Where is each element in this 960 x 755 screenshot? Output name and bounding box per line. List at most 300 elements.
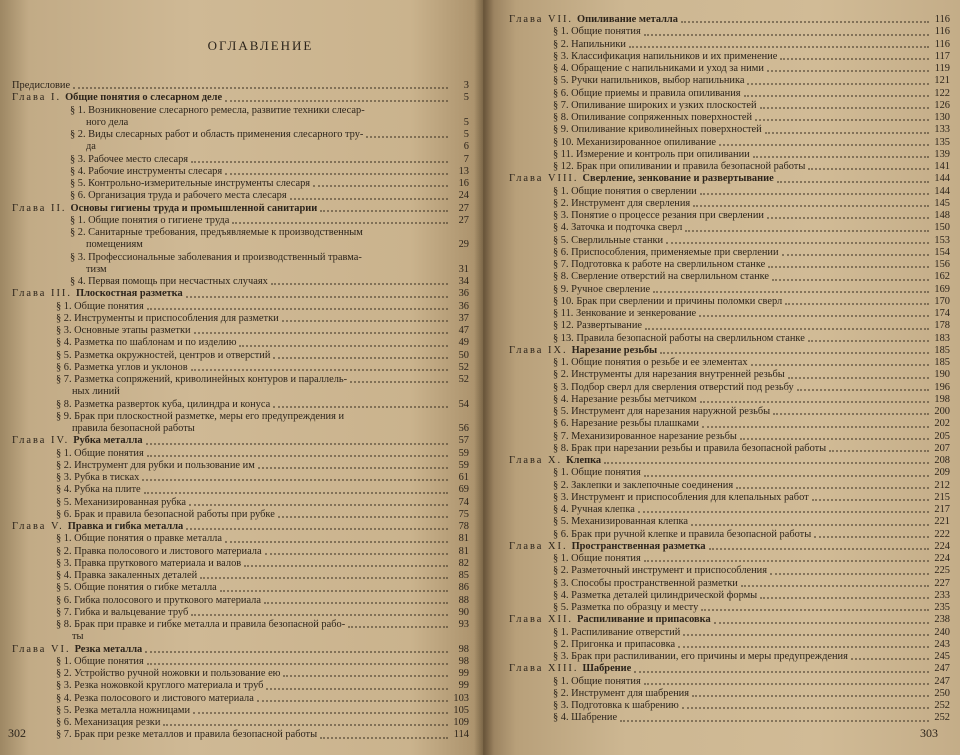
toc-entry — [12, 80, 469, 92]
toc-entry — [12, 411, 469, 423]
toc-entry — [12, 141, 469, 153]
entry-title: § 8. Сверление отверстий на сверлильном станке — [553, 271, 770, 283]
entry-title: ных линий — [72, 386, 120, 398]
entry-page-number: 56 — [458, 423, 469, 434]
dot-leader — [604, 462, 929, 464]
entry-title: § 1. Общие понятия — [56, 447, 144, 459]
entry-page-number: 224 — [934, 540, 950, 552]
toc-chapter — [509, 541, 950, 553]
dot-leader — [765, 132, 929, 134]
entry-page-number: 90 — [458, 606, 469, 618]
right-page — [483, 0, 960, 755]
dot-leader — [220, 590, 448, 592]
toc-entry — [509, 504, 950, 516]
dot-leader — [191, 369, 448, 371]
entry-page-number: 150 — [934, 222, 950, 234]
dot-leader — [682, 707, 929, 709]
entry-title: § 11. Измерение и контроль при опиливании — [553, 148, 750, 160]
entry-page-number: 185 — [934, 357, 950, 368]
dot-leader — [258, 467, 448, 469]
entry-page-number: 162 — [934, 271, 950, 283]
toc-entry — [12, 497, 469, 509]
chapter-title: Основы гигиены труда и промышленной санитарии — [70, 202, 318, 214]
toc-entry — [12, 227, 469, 239]
toc-entry — [12, 350, 469, 362]
entry-title: § 7. Брак при резке металлов и правила безопасной работы — [56, 729, 318, 741]
entry-page-number: 59 — [458, 459, 469, 471]
dot-leader — [681, 21, 929, 23]
entry-title: § 7. Подготовка к работе на сверлильном станке — [553, 259, 766, 270]
entry-title: § 4. Разметка деталей цилиндрической формы — [553, 589, 758, 601]
entry-title: § 5. Механизированная клепка — [553, 516, 689, 528]
toc-entry — [12, 264, 469, 276]
toc-entry — [12, 337, 469, 349]
dot-leader — [702, 426, 929, 428]
entry-title: § 2. Устройство ручной ножовки и пользование ею — [56, 668, 281, 679]
toc-entry — [509, 369, 950, 381]
toc-entry — [509, 333, 950, 345]
toc-entry — [12, 129, 469, 141]
toc-entry — [509, 382, 950, 394]
chapter-title: Общие понятия о слесарном деле — [65, 92, 223, 104]
dot-leader — [719, 144, 929, 146]
dot-leader — [147, 455, 448, 457]
dot-leader — [620, 720, 929, 722]
entry-title: § 6. Общие приемы и правила опиливания — [553, 87, 741, 99]
dot-leader — [777, 181, 929, 183]
toc-entry — [509, 259, 950, 271]
right-page-number: 303 — [920, 726, 938, 740]
toc-chapter — [509, 663, 950, 675]
dot-leader — [645, 328, 929, 330]
dot-leader — [225, 173, 448, 175]
dot-leader — [709, 548, 929, 550]
entry-page-number: 86 — [458, 582, 469, 594]
entry-page-number: 78 — [458, 521, 469, 532]
dot-leader — [225, 100, 448, 102]
dot-leader — [232, 222, 448, 224]
dot-leader — [760, 597, 929, 599]
chapter-number: Глава X. — [509, 455, 563, 466]
toc-chapter — [509, 345, 950, 357]
toc-entry — [509, 688, 950, 700]
dot-leader — [767, 70, 929, 72]
toc-entry — [12, 558, 469, 570]
dot-leader — [701, 609, 929, 611]
chapter-number: Глава VIII. — [509, 173, 579, 185]
toc-entry — [509, 75, 950, 87]
entry-page-number: 27 — [458, 214, 469, 226]
entry-page-number: 126 — [934, 99, 950, 111]
dot-leader — [693, 205, 929, 207]
entry-page-number: 98 — [458, 643, 469, 655]
toc-entry — [509, 198, 950, 210]
dot-leader — [808, 340, 929, 342]
entry-title: § 7. Опиливание широких и узких плоскостей — [553, 99, 757, 111]
toc-title: ОГЛАВЛЕНИЕ — [207, 38, 314, 53]
dot-leader — [266, 688, 448, 690]
toc-chapter — [12, 288, 469, 300]
entry-title: § 1. Общие понятия о правке металла — [56, 533, 222, 545]
toc-entry — [509, 467, 950, 479]
entry-title: § 1. Возникновение слесарного ремесла, развитие техники слесар- — [70, 104, 365, 116]
toc-entry — [509, 357, 950, 369]
entry-page-number: 52 — [458, 374, 469, 385]
entry-page-number: 154 — [934, 246, 950, 258]
entry-page-number: 116 — [934, 26, 950, 38]
entry-page-number: 85 — [458, 570, 469, 581]
entry-title: § 6. Брак при ручной клепке и правила безопасной работы — [553, 528, 812, 540]
entry-title: § 5. Ручки напильников, выбор напильника — [553, 75, 745, 87]
entry-page-number: 144 — [934, 185, 950, 197]
entry-page-number: 169 — [934, 283, 950, 295]
entry-title: § 3. Подбор сверл для сверления отверстий под резьбу — [553, 381, 794, 393]
toc-entry — [509, 529, 950, 541]
toc-entry — [12, 117, 469, 129]
dot-leader — [666, 242, 929, 244]
toc-entry — [509, 235, 950, 247]
toc-entry — [12, 325, 469, 337]
toc-entry — [509, 296, 950, 308]
entry-page-number: 103 — [453, 692, 469, 704]
entry-page-number: 200 — [934, 406, 950, 417]
entry-page-number: 207 — [934, 442, 950, 454]
entry-title: § 12. Развертывание — [553, 320, 643, 332]
entry-title: § 7. Разметка сопряжений, криволинейных контуров и параллель- — [56, 374, 348, 385]
entry-page-number: 27 — [458, 202, 469, 214]
dot-leader — [829, 450, 929, 452]
entry-page-number: 148 — [934, 210, 950, 221]
entry-title: § 2. Заклепки и заклепочные соединения — [553, 479, 734, 491]
entry-title: § 1. Общие понятия — [56, 655, 144, 667]
toc-entry — [509, 39, 950, 51]
dot-leader — [772, 279, 929, 281]
chapter-title: Распиливание и припасовка — [577, 614, 711, 626]
toc-entry — [509, 186, 950, 198]
chapter-number: Глава III. — [12, 288, 72, 300]
entry-page-number: 24 — [458, 190, 469, 202]
entry-title: § 3. Резка ножовкой круглого материала и труб — [56, 680, 264, 692]
toc-entry — [509, 112, 950, 124]
entry-title: § 5. Разметка окружностей, центров и отверстий — [56, 349, 271, 361]
toc-entry — [509, 516, 950, 528]
entry-page-number: 47 — [458, 325, 469, 336]
dot-leader — [191, 614, 448, 616]
entry-title: правила безопасной работы — [72, 423, 195, 434]
dot-leader — [753, 156, 929, 158]
entry-page-number: 133 — [934, 124, 950, 136]
entry-title: § 5. Общие понятия о гибке металла — [56, 582, 217, 594]
chapter-title: Опиливание металла — [577, 14, 678, 25]
entry-page-number: 109 — [453, 717, 469, 728]
entry-title: Предисловие — [12, 80, 71, 91]
dot-leader — [660, 352, 929, 354]
entry-title: § 2. Правка полосового и листового материала — [56, 545, 262, 557]
dot-leader — [145, 651, 448, 653]
dot-leader — [751, 364, 929, 366]
dot-leader — [744, 95, 929, 97]
toc-entry — [12, 595, 469, 607]
toc-chapter — [509, 614, 950, 626]
entry-page-number: 121 — [934, 75, 950, 87]
toc-entry — [12, 460, 469, 472]
entry-title: § 5. Разметка по образцу и месту — [553, 602, 699, 613]
toc-chapter — [12, 521, 469, 533]
entry-page-number: 61 — [458, 472, 469, 483]
entry-page-number: 190 — [934, 369, 950, 381]
toc-entry — [509, 406, 950, 418]
toc-entry — [509, 627, 950, 639]
dot-leader — [785, 303, 929, 305]
entry-page-number: 98 — [458, 655, 469, 667]
entry-title: § 3. Понятие о процессе резания при сверлении — [553, 210, 764, 221]
dot-leader — [644, 683, 929, 685]
toc-entry — [509, 492, 950, 504]
entry-title: § 13. Правила безопасной работы на сверлильном станке — [553, 332, 805, 344]
dot-leader — [638, 511, 929, 513]
entry-title: § 4. Ручная клепка — [553, 504, 635, 515]
dot-leader — [348, 626, 448, 628]
entry-title: § 3. Способы пространственной разметки — [553, 577, 738, 589]
entry-page-number: 116 — [934, 38, 950, 50]
entry-title: § 2. Виды слесарных работ и область применения слесарного тру- — [70, 129, 364, 140]
entry-page-number: 37 — [458, 312, 469, 324]
chapter-number: Глава I. — [12, 92, 62, 104]
entry-title: § 3. Профессиональные заболевания и производственный травма- — [70, 251, 362, 263]
entry-page-number: 209 — [934, 467, 950, 479]
dot-leader — [685, 230, 929, 232]
dot-leader — [691, 524, 929, 526]
left-toc-list — [12, 80, 469, 742]
entry-title: § 11. Зенкование и зенкерование — [553, 308, 697, 319]
dot-leader — [366, 136, 448, 138]
dot-leader — [257, 700, 448, 702]
chapter-number: Глава IX. — [509, 344, 568, 356]
dot-leader — [736, 487, 929, 489]
dot-leader — [239, 345, 448, 347]
dot-leader — [629, 46, 929, 48]
entry-page-number: 59 — [458, 447, 469, 459]
toc-entry — [12, 252, 469, 264]
entry-page-number: 156 — [934, 259, 950, 270]
entry-title: § 9. Ручное сверление — [553, 283, 651, 295]
toc-entry — [12, 399, 469, 411]
dot-leader — [193, 712, 448, 714]
entry-page-number: 29 — [458, 239, 469, 251]
dot-leader — [780, 58, 929, 60]
dot-leader — [653, 291, 929, 293]
dot-leader — [814, 536, 929, 538]
toc-entry — [12, 656, 469, 668]
entry-title: § 5. Контрольно-измерительные инструменты слесаря — [70, 178, 311, 189]
dot-leader — [186, 296, 448, 298]
dot-leader — [644, 34, 929, 36]
entry-page-number: 49 — [458, 337, 469, 349]
toc-entry — [12, 668, 469, 680]
dot-leader — [773, 413, 929, 415]
entry-page-number: 245 — [934, 651, 950, 662]
entry-page-number: 227 — [934, 577, 950, 589]
entry-title: § 1. Общие понятия — [553, 675, 641, 687]
chapter-number: Глава XIII. — [509, 663, 579, 675]
dot-leader — [699, 315, 929, 317]
toc-entry — [12, 546, 469, 558]
chapter-number: Глава VII. — [509, 14, 574, 25]
chapter-number: Глава V. — [12, 521, 64, 532]
chapter-number: Глава II. — [12, 202, 67, 214]
entry-page-number: 202 — [934, 418, 950, 430]
toc-entry — [12, 619, 469, 631]
entry-page-number: 224 — [934, 553, 950, 564]
toc-entry — [12, 215, 469, 227]
toc-entry — [509, 137, 950, 149]
toc-entry — [509, 271, 950, 283]
toc-entry — [509, 222, 950, 234]
entry-page-number: 222 — [934, 528, 950, 540]
entry-title: § 8. Опиливание сопряженных поверхностей — [553, 112, 753, 123]
chapter-number: Глава XI. — [509, 540, 568, 552]
entry-title: ты — [72, 631, 84, 643]
dot-leader — [189, 504, 448, 506]
entry-title: § 2. Санитарные требования, предъявляемые к производственным — [70, 227, 363, 238]
entry-title: § 1. Общие понятия — [553, 26, 641, 38]
dot-leader — [350, 381, 448, 383]
entry-page-number: 50 — [458, 349, 469, 361]
dot-leader — [273, 357, 448, 359]
entry-page-number: 130 — [934, 112, 950, 123]
toc-chapter — [509, 455, 950, 467]
toc-entry — [12, 362, 469, 374]
dot-leader — [700, 401, 929, 403]
entry-title: тизм — [86, 263, 107, 275]
entry-page-number: 233 — [934, 589, 950, 601]
toc-entry — [509, 651, 950, 663]
dot-leader — [700, 193, 929, 195]
chapter-title: Клепка — [566, 455, 602, 466]
toc-entry — [509, 320, 950, 332]
toc-entry — [12, 717, 469, 729]
entry-page-number: 183 — [934, 332, 950, 344]
entry-title: § 1. Общие понятия о гигиене труда — [70, 214, 230, 226]
dot-leader — [282, 320, 448, 322]
entry-page-number: 221 — [934, 516, 950, 528]
toc-entry — [12, 239, 469, 251]
chapter-number: Глава XII. — [509, 614, 574, 626]
dot-leader — [812, 499, 929, 501]
entry-page-number: 99 — [458, 668, 469, 679]
dot-leader — [767, 217, 929, 219]
entry-page-number: 114 — [453, 729, 469, 741]
dot-leader — [851, 658, 929, 660]
dot-leader — [191, 161, 448, 163]
entry-page-number: 215 — [934, 491, 950, 503]
dot-leader — [740, 438, 929, 440]
entry-page-number: 247 — [934, 675, 950, 687]
entry-page-number: 34 — [458, 276, 469, 287]
entry-title: § 2. Пригонка и припасовка — [553, 638, 676, 650]
dot-leader — [264, 602, 448, 604]
dot-leader — [146, 443, 448, 445]
entry-title: § 4. Шабрение — [553, 712, 618, 724]
toc-entry — [509, 553, 950, 565]
dot-leader — [225, 541, 448, 543]
chapter-title: Правка и гибка металла — [67, 521, 184, 532]
left-page-number: 302 — [8, 726, 26, 740]
toc-entry — [509, 578, 950, 590]
entry-title: § 3. Инструмент и приспособления для клепальных работ — [553, 491, 809, 503]
entry-page-number: 82 — [458, 557, 469, 569]
toc-entry — [509, 161, 950, 173]
toc-entry — [509, 394, 950, 406]
entry-title: § 6. Приспособления, применяемые при сверлении — [553, 246, 779, 258]
entry-title: § 3. Рабочее место слесаря — [70, 153, 189, 165]
toc-entry — [509, 443, 950, 455]
toc-entry — [12, 178, 469, 190]
toc-entry — [12, 582, 469, 594]
book-spine — [474, 0, 494, 755]
chapter-title: Плоскостная разметка — [75, 288, 183, 300]
entry-title: § 7. Механизированное нарезание резьбы — [553, 430, 737, 442]
entry-page-number: 3 — [463, 80, 469, 91]
right-toc-list — [509, 14, 950, 725]
entry-page-number: 145 — [934, 197, 950, 209]
toc-entry — [12, 190, 469, 202]
toc-chapter — [12, 92, 469, 104]
entry-title: § 1. Распиливание отверстий — [553, 626, 681, 638]
toc-entry — [509, 308, 950, 320]
entry-page-number: 174 — [934, 308, 950, 319]
dot-leader — [265, 553, 448, 555]
toc-entry — [12, 423, 469, 435]
toc-chapter — [509, 14, 950, 26]
toc-entry — [509, 247, 950, 259]
entry-page-number: 198 — [934, 393, 950, 405]
dot-leader — [788, 377, 929, 379]
toc-chapter — [12, 435, 469, 447]
chapter-title: Рубка металла — [73, 435, 143, 447]
entry-page-number: 243 — [934, 638, 950, 650]
dot-leader — [147, 308, 448, 310]
entry-title: § 4. Заточка и подточка сверл — [553, 222, 683, 234]
entry-page-number: 5 — [463, 92, 469, 104]
entry-title: § 6. Организация труда и рабочего места слесаря — [70, 190, 287, 202]
toc-entry — [12, 386, 469, 398]
entry-page-number: 88 — [458, 594, 469, 606]
entry-page-number: 240 — [934, 626, 950, 638]
entry-page-number: 217 — [934, 504, 950, 515]
entry-title: § 4. Резка полосового и листового материала — [56, 692, 254, 704]
dot-leader — [741, 585, 929, 587]
chapter-number: Глава VI. — [12, 643, 71, 655]
dot-leader — [692, 695, 929, 697]
toc-entry — [509, 210, 950, 222]
dot-leader — [144, 492, 448, 494]
dot-leader — [634, 671, 929, 673]
toc-entry — [509, 431, 950, 443]
entry-title: § 10. Механизированное опиливание — [553, 136, 717, 148]
dot-leader — [147, 663, 448, 665]
dot-leader — [283, 675, 448, 677]
toc-entry — [509, 590, 950, 602]
entry-title: § 8. Разметка разверток куба, цилиндра и конуса — [56, 398, 271, 410]
dot-leader — [755, 119, 929, 121]
entry-page-number: 99 — [458, 680, 469, 692]
toc-entry — [12, 301, 469, 313]
toc-entry — [509, 676, 950, 688]
toc-entry — [12, 105, 469, 117]
entry-page-number: 5 — [463, 116, 469, 128]
entry-page-number: 196 — [934, 381, 950, 393]
